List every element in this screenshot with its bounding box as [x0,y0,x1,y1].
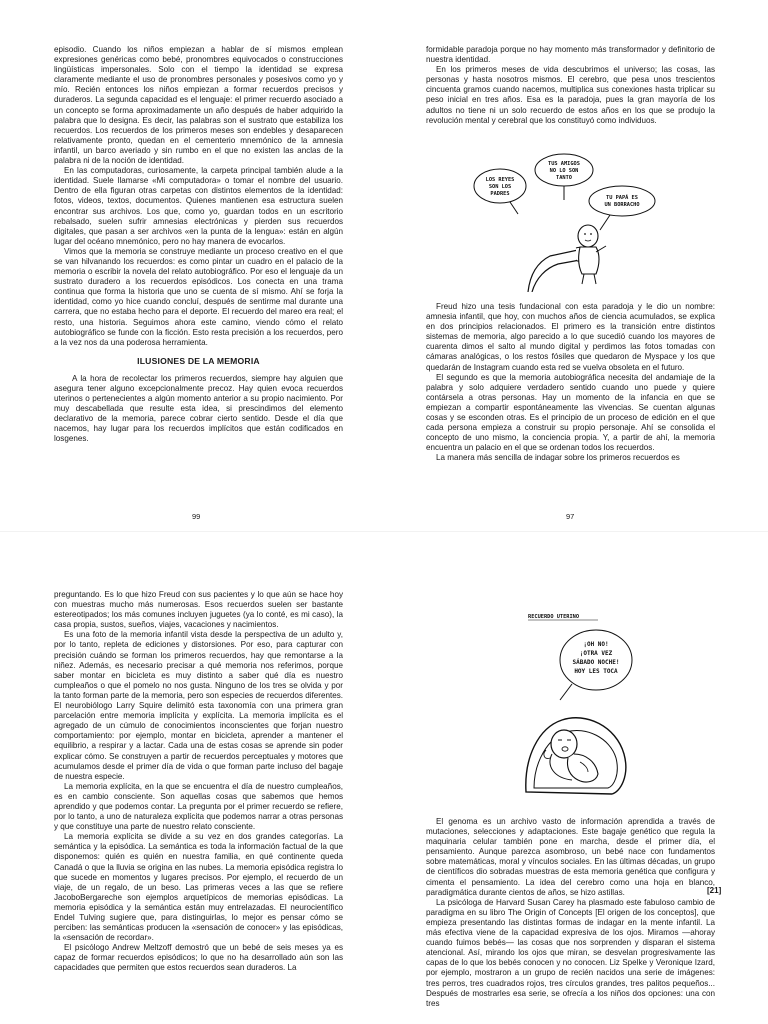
paragraph: El genoma es un archivo vasto de información aprendida a través de mutaciones, selecciones y adaptaciones. Este bagaje genético que regula la maquinaria celular también pone en marcha, desde el primer día, el pensamiento. Aunque parezca asombroso, un bebé nace con fundamentos sobre matemáticas, moral y vínculos sociales. En las últimas décadas, un grupo de científicos dio sobradas muestras de esta memoria genética que configura y cimenta el pensamiento. La idea del cerebro como una hoja en blanco, paradigmática durante cientos de años, se hizo astillas. [426,817,715,897]
paragraph [426,898,715,1009]
section-heading: ILUSIONES DE LA MEMORIA [137,355,260,366]
bottom-left-page-text [54,590,343,974]
paragraph: El psicólogo Andrew Meltzoff demostró que un bebé de seis meses ya es capaz de formar recuerdos episódicos; lo que no ha desarrollado aún son las capacidades que permiten que estos recuerdos sean duraderos. La [54,943,343,973]
page-divider [0,531,768,532]
bubble-line: UN BORRACHO [604,202,640,208]
paragraph-text: La psicóloga de Harvard Susan Carey ha plasmado este fabuloso cambio de paradigma en su libro The Origin of Concepts [El origen de los conceptos], que empieza presentando las distintas formas de indagar en la mente infantil. La más efectiva viene de la capacidad expresiva de los ojos. Miramos —ahoray cuando fuimos bebés— las cosas que nos sorprenden y disparan el sistema atencional. Así, mirando los ojos que miran, se desvelan progresivamente las capas de lo que los bebés conocen y no conocen. Liz Spelke y Veronique Izard, por ejemplo, mostraron a un grupo de recién nacidos una serie de imágenes: tres perros, tres cuadrados rojos, tres círculos grandes, tres palitos pequeños... Después de mostrarles esa serie, se ofrecía a los niños dos opciones: una con tres [426,897,715,1008]
bubble-line: PADRES [490,191,510,197]
bubble-line: NO LO SON [549,168,579,174]
paragraph: Freud hizo una tesis fundacional con esta paradoja y le dio un nombre: amnesia infantil, que hoy, con muchos años de ciencia acumulados, se explica en dos principios relacionados. El primero es la transición entre distintos sistemas de memoria, algo parecido a lo que sucedió cuando los mayores de cuarenta dimos el salto al mundo digital y perdimos las fotos tomadas con cámaras analógicas, o los restos fósiles que quedaron de Myspace y los que quedarán de Instagram cuando esta red se vuelva obsoleta en el futuro. [426,302,715,372]
paragraph: El segundo es que la memoria autobiográfica necesita del andamiaje de la palabra y solo adquiere verdadero sentido cuando uno puede y quiere contársela a otras personas. Hay un momento de la infancia en que se empiezan a compartir espontáneamente las vivencias. Se cuentan algunas cosas y se esconden otras. Es el principio de un proceso de edición en el que cada persona empieza a construir su propio personaje. Ahí se consolida el concepto de uno mismo, la conciencia propia. Y, a partir de ahí, la memoria encuentra un palacio en el que se ordenan todos los recuerdos. [426,372,715,453]
bubble-line: ¡OH NO! [583,641,609,648]
bubble-line: LOS REYES [485,177,515,183]
page-number: 99 [192,512,201,521]
paragraph: preguntando. Es lo que hizo Freud con sus pacientes y lo que aún se hace hoy con muestras mucho más numerosas. Esos recuerdos suelen ser bastante estereotipados; los más comunes incluyen juguetes (ya lo conté, es mi caso), la casa propia, sustos, sueños, viajes, vacaciones y nacimientos. [54,590,343,630]
svg-text:LOS REYESSON LOSPADRES [486,177,515,197]
paragraph: Vimos que la memoria se construye mediante un proceso creativo en el que se van hilvanando los recuerdos: es como pintar un cuadro en el palacio de la memoria o escribir la novela del relato autobiográfico. Por eso el lenguaje da un sustrato duradero a los recuerdos episódicos. Los conecta en una trama continua que forma la historia que uno se cuenta de sí mismo. Ahí se forja la identidad, como yo hice cuando concluí, después de sentirme mal durante una carrera, que no estaba hecho para el deporte. El recuerdo del mareo era real; el resto, una historia. Seguimos ahora este camino, viendo cómo el relato autobiográfico se funde con la ficción. Esto resta precisión a los recuerdos, pero a la vez nos da una poderosa herramienta. [54,246,343,347]
paragraph: formidable paradoja porque no hay momento más transformador y definitorio de nuestra identidad. [426,45,715,65]
svg-text:TUS AMIGOSNO LO SONTANTO [548,161,580,181]
paragraph: episodio. Cuando los niños empiezan a hablar de sí mismos emplean expresiones genéricas como bebé, pronombres equivocados o construcciones lingüísticas impersonales. Solo con el tiempo la identidad se expresa claramente mediante el uso de pronombres personales y posesivos como yo y mío. Recién entonces los niños empiezan a formar recuerdos precisos y duraderos. La segunda capacidad es el lenguaje: el primer recuerdo asociado a un concepto se forma aproximadamente un año después de haber adquirido la palabra que lo designa. Es decir, las palabras son el sustrato que estabiliza los recuerdos. Los recuerdos de los primeros meses son endebles y desaparecen relativamente pronto, quedan en el cementerio mnemónico de la amnesia infantil, un barco averiado y sin rumbo en el que no existen las anclas de la palabra ni de la noción de identidad. [54,45,343,166]
bubble-line: TANTO [556,175,572,181]
paragraph: En las computadoras, curiosamente, la carpeta principal también alude a la identidad. Suele llamarse «Mi computadora» o tomar el nombre del usuario. Dentro de ella figuran otras carpetas con distintos elementos de la identidad: fotos, videos, textos, documentos. Quienes mantienen esa estructura suelen encontrar sus archivos. Los que, como yo, guardan todos en un escritorio rebalsado, suelen sufrir amnesias electrónicas y pierden sus recuerdos digitales, que pasan a ser archivos «en la punta de la lengua»: están en algún lugar del océano mnemónico, pero no hay manera de evocarlos. [54,166,343,246]
top-left-page-text [54,45,343,445]
top-right-page-text [426,45,715,126]
paragraph: La memoria explícita, en la que se encuentra el día de nuestro cumpleaños, es en cambio consciente. Son aquellas cosas que sabemos que hemos aprendido y que podemos contar. La pregunta por el primer recuerdo se refiere, por lo tanto, a uno de naturaleza explícita que podemos narrar a otras personas y que constituye una parte de nuestro relato consciente. [54,781,343,832]
cartoon-title: RECUERDO UTERINO [528,614,580,620]
paragraph: A la hora de recolectar los primeros recuerdos, siempre hay alguien que asegura tener alguno excepcionalmente precoz. Hay quien evoca recuerdos uterinos o pertenecientes a algún momento anterior a su propio nacimiento. Por muy descabellada que resulte esta idea, si prescindimos del elemento declarativo de la memoria, parece cobrar cierto sentido. Desde el día que nacemos, hay lugar para los recuerdos implícitos que están codificados en losgenes. [54,373,343,444]
svg-text:TU PAPÁ ESUN BORRACHO [604,194,639,208]
paragraph: La memoria explícita se divide a su vez en dos grandes categorías. La semántica y la episódica. La semántica es toda la información factual de la que disponemos: quién es quién en nuestra familia, en qué continente queda Canadá o que la lluvia se origina en las nubes. La memoria episódica registra lo que sucede en momentos y lugares precisos. Por ejemplo, el recuerdo de un viaje, de un regalo, de un beso. Las primeras veces a las que se refiere JacoboBergareche son ejemplos arquetípicos de memorias episódicas. La memoria episódica y la semántica están muy entrelazadas. El neurocientífico Endel Tulving sugiere que, para distinguirlas, lo mejor es pensar cómo se perciben: las semánticas producen la «sensación de conocer» y las episódicas, la «sensación de recordar». [54,832,343,943]
bubble-line: SON LOS [488,184,512,190]
bubble-line: ¡OTRA VEZ [579,650,613,657]
paragraph: En los primeros meses de vida descubrimos el universo; las cosas, las personas y hasta nosotros mismos. El cerebro, que pesa unos trescientos cincuenta gramos cuando nacemos, multiplica sus conexiones hasta triplicar su peso inicial en tres años. Esa es la paradoja, pues la gran mayoría de los adultos no tiene ni un solo recuerdo de estos años en los que se produjo la revolución mental y cerebral que los constituyó como individuos. [426,65,715,125]
svg-text:¡OH NO!¡OTRA VEZSÁBADO NOCHE!H [573,641,620,675]
footnote-reference[interactable]: [21] [707,886,722,895]
cartoon-baby-bubbles [470,152,660,292]
bubble-line: SÁBADO NOCHE! [572,659,620,666]
page-number: 97 [566,512,575,521]
paragraph: Es una foto de la memoria infantil vista desde la perspectiva de un adulto y, por lo tanto, repleta de ediciones y distorsiones. Por eso, para capturar con precisión cuándo se forman los primeros recuerdos, hay que remontarse a la niñez. Además, es necesario precisar a qué memoria nos referimos, porque saber montar en bicicleta es muy distinto a saber qué día es nuestro cumpleaños o que el pomelo no nos gusta. Ninguno de los tres se olvida y por la tanto forman parte de la memoria, pero son especies de recuerdos diferentes. El neurobiólogo Larry Squire delimitó esta taxonomía con una primera gran parcelación entre memoria implícita y explícita. La memoria implícita es el agregado de un cúmulo de conocimientos inconscientes que forjan nuestro comportamiento: por ejemplo, montar en bicicleta, aprender a mantener el equilibrio, a respirar y a lactar. Cada una de estas cosas se aprende sin poder explicar cómo. Se construyen a partir de recuerdos perceptuales y motores que acumulamos desde el primer día de vida o que forman parte incluso del bagaje de nuestra especie. [54,630,343,781]
bubble-line: TUS AMIGOS [548,161,580,167]
paragraph: La manera más sencilla de indagar sobre los primeros recuerdos es [436,453,680,463]
bubble-line: TU PAPÁ ES [606,195,638,201]
top-right-page-text-lower [426,302,715,464]
bottom-right-page-text [426,817,715,1009]
bubble-line: HOY LES TOCA [574,668,618,675]
cartoon-uterine-memory [520,608,640,798]
